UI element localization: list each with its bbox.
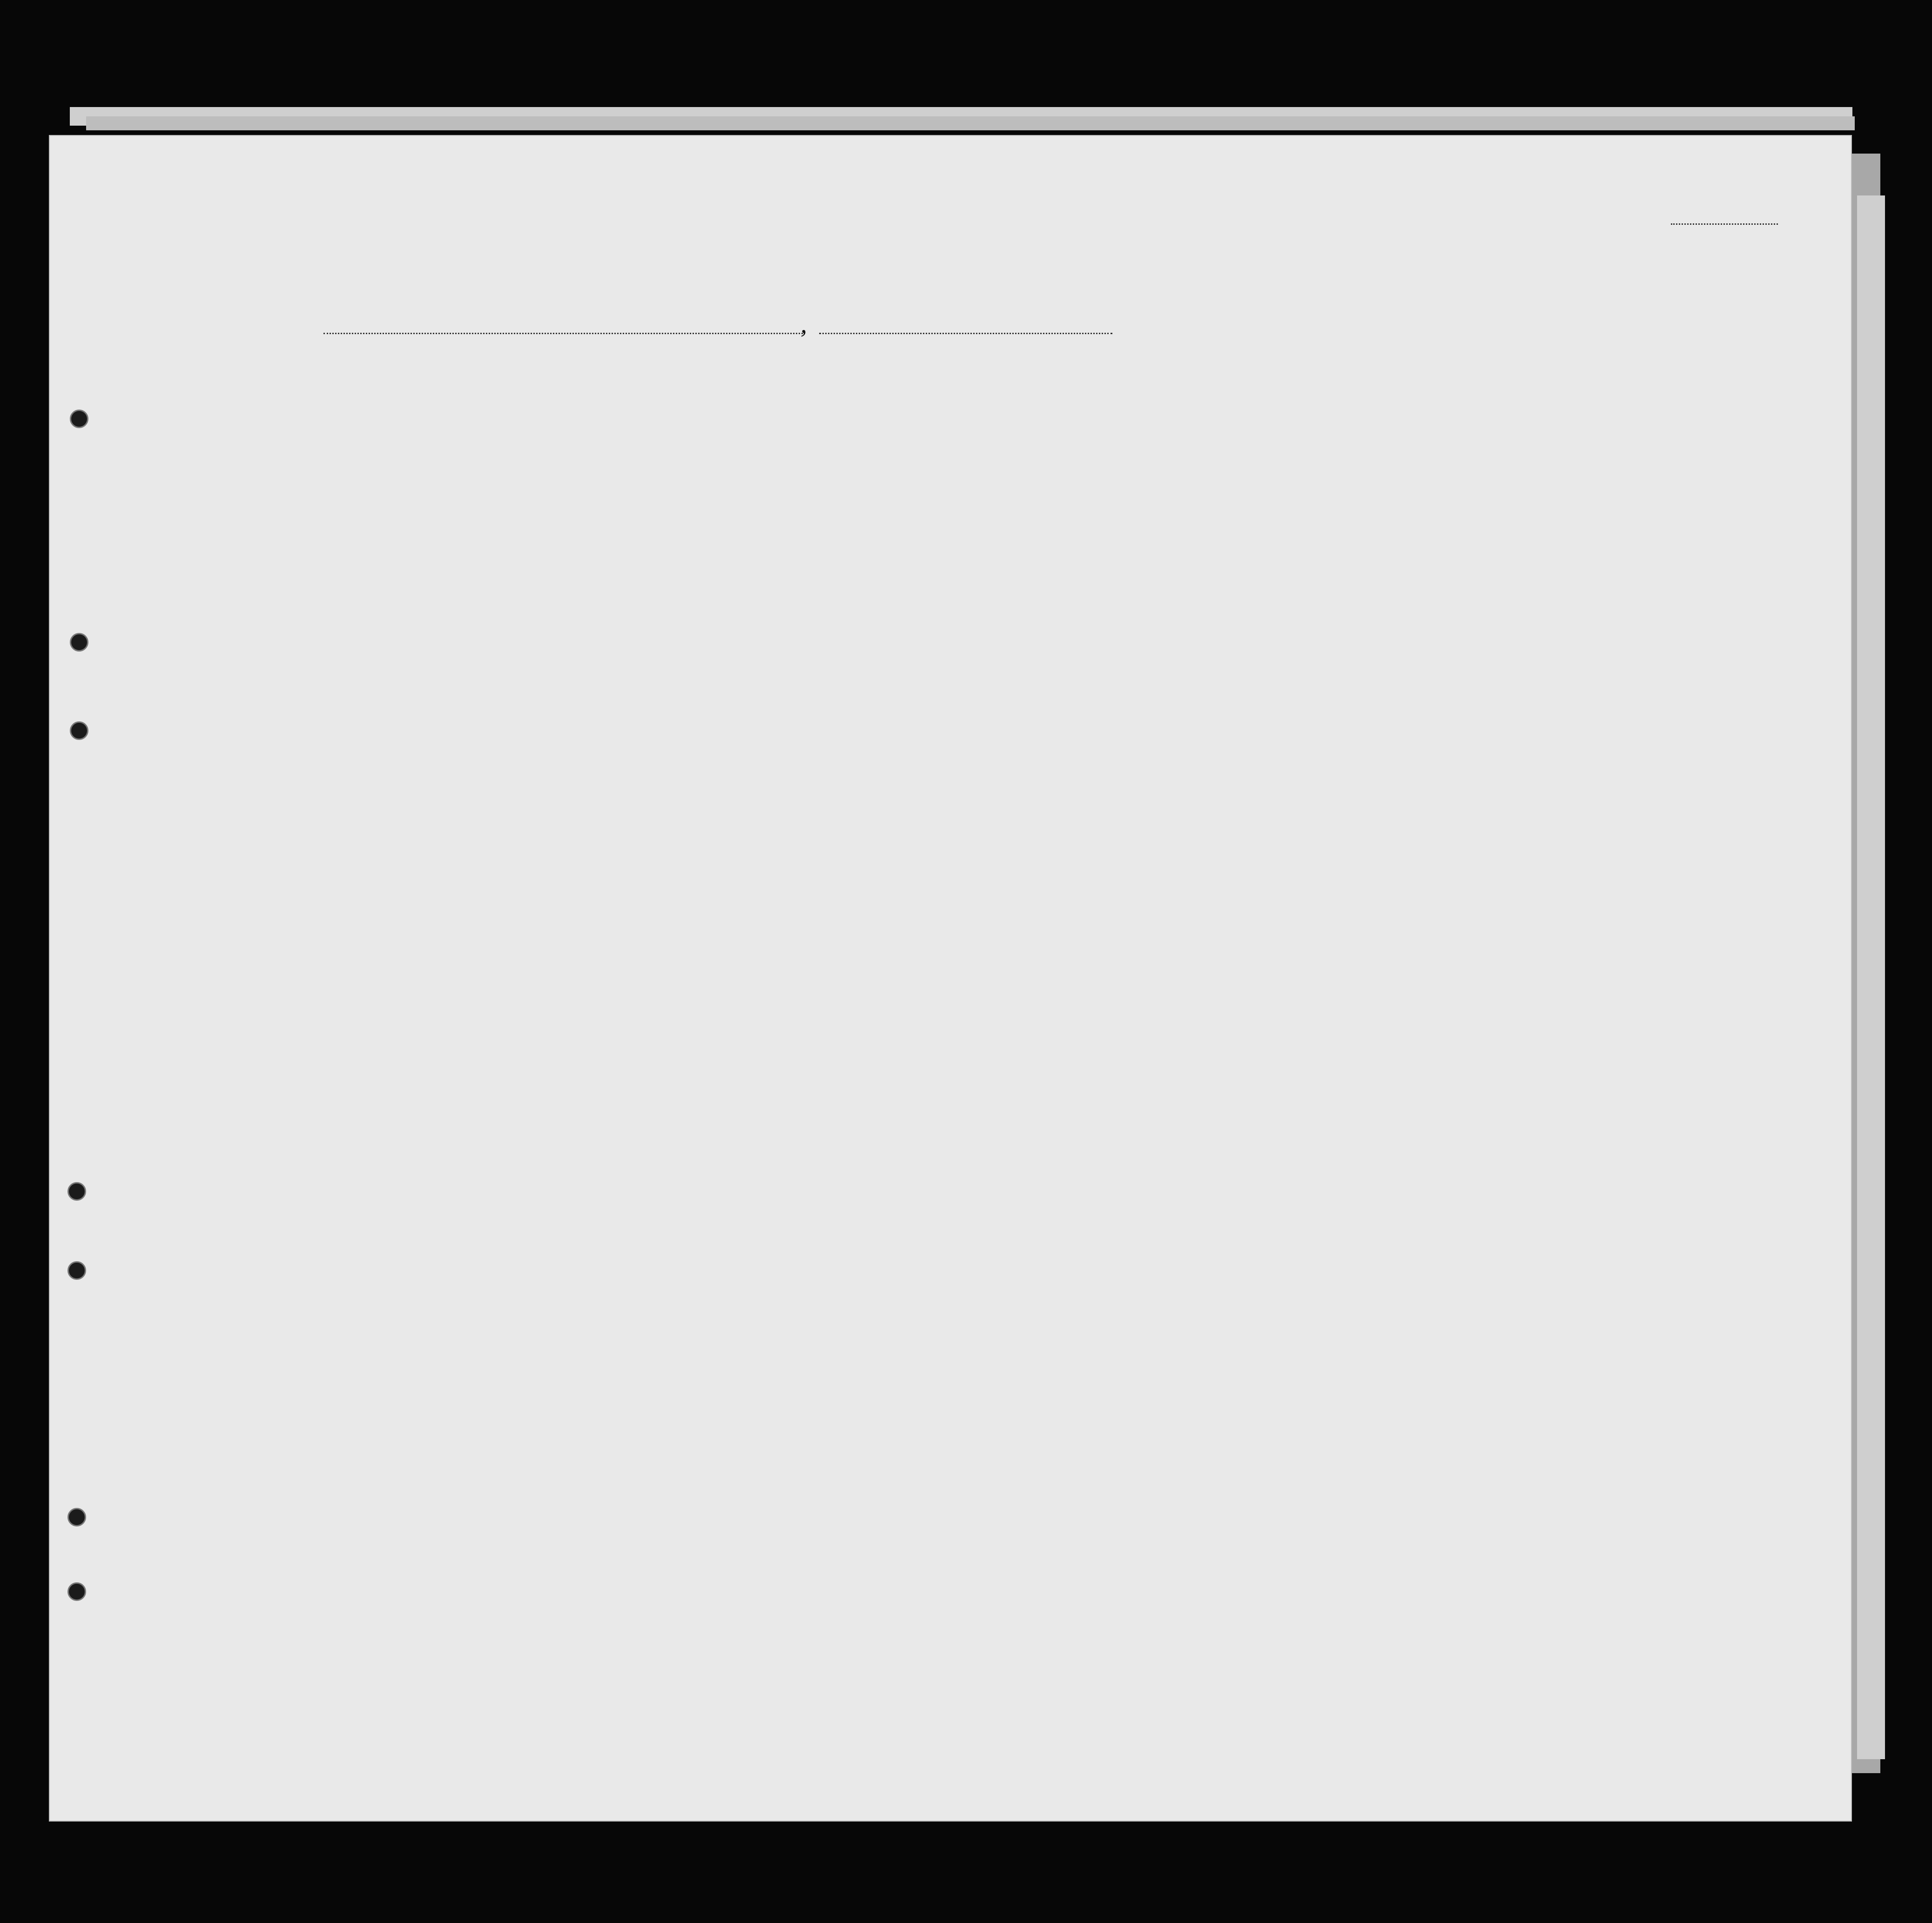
punch-hole xyxy=(67,1582,86,1601)
punch-hole xyxy=(70,721,88,740)
punch-hole xyxy=(67,1182,86,1201)
punch-hole xyxy=(67,1261,86,1280)
punch-hole xyxy=(67,1508,86,1526)
comma: , xyxy=(801,310,807,339)
punch-hole xyxy=(70,633,88,652)
punch-hole xyxy=(70,410,88,428)
